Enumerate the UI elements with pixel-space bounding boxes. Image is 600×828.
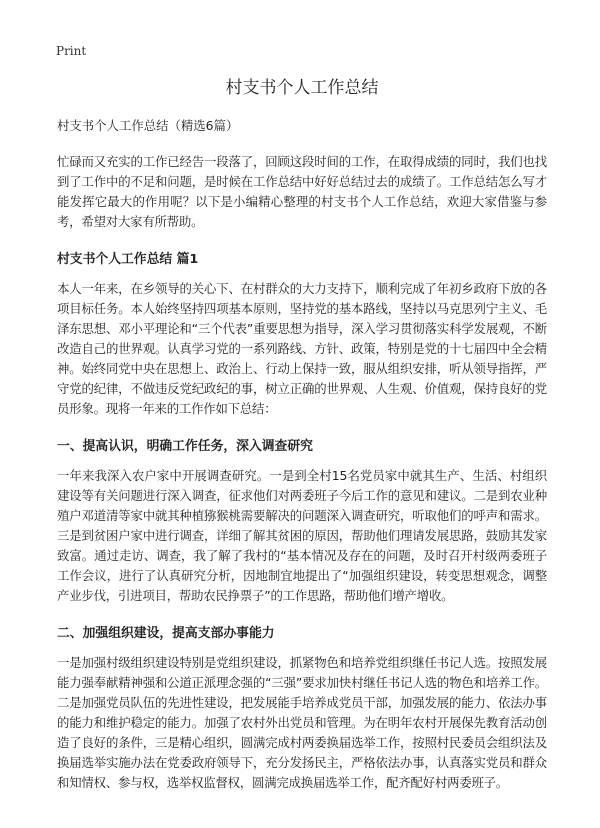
article-intro-paragraph: 本人一年来，在乡领导的关心下、在村群众的大力支持下，顺利完成了年初乡政府下放的各项目标任务。本人始终坚持四项基本原则，坚持党的基本路线，坚持以马克思列宁主义、毛泽东思想、邓小平理论和“三个代表”重要思想为指导，深入学习贯彻落实科学发展观，不断改造自己的世界观。认真学习党的一系列路线、方针、政策，特别是党的十七届四中全会精神。始终同党中央在思想上、政治上、行动上保持一致，服从组织安排，听从领导指挥，严守党的纪律，不做违反党纪政纪的事，树立正确的世界观、人生观、价值观，保持良好的党员形象。现将一年来的工作作如下总结： (57, 281, 547, 416)
intro-paragraph: 忙碌而又充实的工作已经告一段落了，回顾这段时间的工作，在取得成绩的同时，我们也找到了工作中的不足和问题，是时候在工作总结中好好总结过去的成绩了。工作总结怎么写才能发挥它最大的作用呢？以下是小编精心整理的村支书个人工作总结，欢迎大家借鉴与参考，希望对大家有所帮助。 (57, 154, 547, 229)
document-subtitle: 村支书个人工作总结（精选6篇） (57, 118, 239, 133)
article-heading: 村支书个人工作总结 篇1 (57, 252, 199, 267)
document-body (57, 76, 547, 811)
section2-paragraph: 一是加强村级组织建设特别是党组织建设，抓紧物色和培养党组织继任书记人选。按照发展能力强奉献精神强和公道正派理念强的“三强”要求加快村继任书记人选的物色和培养工作。二是加强党员队伍的先进性建设，把发展能手培养成党员干部，加强发展的能力、依法办事的能力和维护稳定的能力。加强了农村外出党员和管理。为在明年农村开展保先教育活动创造了良好的条件，三是精心组织，圆满完成村两委换届选举工作，按照村民委员会组织法及换届选举实施办法在党委政府领导下，充分发扬民主，严格依法办事，认真落实党员和群众和知情权、参与权，选举权监督权，圆满完成换届选举工作，配齐配好村两委班子。 (57, 655, 547, 790)
section2-heading: 二、加强组织建设，提高支部办事能力 (57, 626, 275, 641)
print-link[interactable]: Print (56, 44, 87, 58)
section1-heading: 一、提高认识，明确工作任务，深入调查研究 (57, 439, 313, 454)
page-title: 村支书个人工作总结 (225, 78, 379, 98)
section1-paragraph: 一年来我深入农户家中开展调查研究。一是到全村15名党员家中就其生产、生活、村组织建设等有关问题进行深入调查，征求他们对两委班子今后工作的意见和建议。二是到农业种殖户邓道清等家中就其种植猕猴桃需要解决的问题深入调查研究，听取他们的呼声和需求。三是到贫困户家中进行调查，详细了解其贫困的原因，帮助他们理请发展思路，鼓励其发家致富。通过走访、调查，我了解了我村的“基本情况及存在的问题，及时召开村级两委班子工作会议，进行了认真研究分析，因地制宜地提出了“加强组织建设，转变思想观念，调整产业步伐，引进项目，帮助农民挣票子”的工作思路，帮助他们增产增收。 (57, 468, 547, 603)
